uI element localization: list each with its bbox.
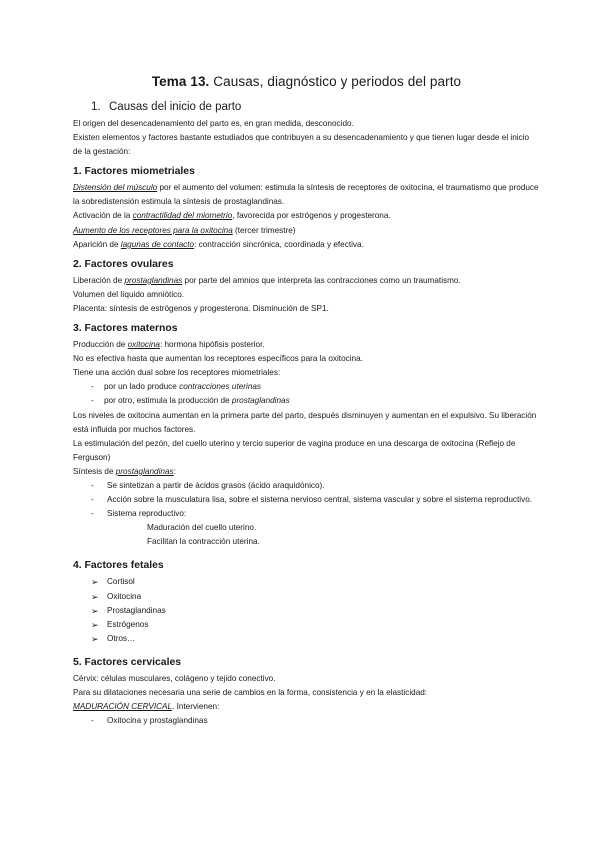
line-text: , favorecida por estrógenos y progesterona. [232,211,391,221]
line-text: Se sintetizan a partir de ácidos grasos (ácido araquidónico). [107,480,325,490]
miometriales-line-4 [73,238,540,252]
miometriales-line-1 [73,181,540,209]
arrow-bullet-icon: ➢ [91,633,99,644]
dash-marker: - [91,716,94,726]
line-text: : [173,466,176,476]
maternos-line-5: La estimulación del pezón, del cuello uterino y tercio superior de vagina produce en una descarga de oxitocina (Reflejo de Ferguson) [73,438,516,462]
section-title-fetales: 4. Factores fetales [73,560,164,572]
underlined-term: contractilidad del miometrio [132,211,233,221]
intro-paragraph-2: Existen elementos y factores bastante estudiados que contribuyen a su desencadenamiento y que tienen lugar desde el inicio de la gestación: [73,133,530,157]
page-title [73,74,540,89]
arrow-bullet-icon: ➢ [91,605,99,616]
ovulares-line-3: Placenta: síntesis de estrógenos y progesterona. Disminución de SP1. [73,303,329,313]
intro-paragraph-1: El origen del desencadenamiento del parto es, en gran medida, desconocido. [73,119,354,128]
prostaglandin-synthesis-list [73,479,540,521]
line-text: (tercer trimestre) [232,225,296,235]
dash-marker: - [91,396,94,406]
heading-number: 1. [91,101,101,113]
arrow-bullet-icon: ➢ [91,577,99,588]
section-title-miometriales: 1. Factores miometriales [73,166,195,178]
maternos-line-2: No es efectiva hasta que aumentan los receptores específicos para la oxitocina. [73,354,363,364]
list-item [73,632,540,646]
dash-marker: - [91,509,94,519]
section-heading-causas [91,101,540,113]
dual-action-list [73,380,540,408]
section-title-cervicales: 5. Factores cervicales [73,656,182,668]
miometriales-line-3 [73,224,540,238]
list-item [73,507,540,521]
section-title-ovulares: 2. Factores ovulares [73,258,174,270]
underlined-term: oxitocina [127,340,160,350]
dash-marker: - [91,495,94,505]
underlined-term: prostaglandinas [115,466,174,476]
line-text: Estrógenos [107,619,149,629]
line-text: por un lado produce [104,382,180,392]
ovulares-line-1 [73,274,540,288]
line-text: . Intervienen: [172,702,220,712]
line-text: Oxitocina y prostaglandinas [107,716,208,726]
arrow-bullet-icon: ➢ [91,619,99,630]
underlined-term: Aumento de los receptores para la oxitocina [73,225,233,235]
title-rest: Causas, diagnóstico y periodos del parto [209,74,462,89]
repro-subitem-1: Maduración del cuello uterino. [147,523,257,533]
underlined-term: prostaglandinas [124,275,183,285]
line-text: Acción sobre la musculatura lisa, sobre el sistema nervioso central, sistema vascular y sobre el sistema reproductivo. [107,495,533,505]
line-text: Liberación de [73,275,125,285]
italic-term: contracciones uterinas [179,382,262,392]
dash-marker: - [91,480,94,490]
section-title-maternos: 3. Factores maternos [73,323,178,335]
maternos-line-6 [73,465,540,479]
list-item [73,575,540,589]
list-item [73,618,540,632]
line-text: Sistema reproductivo: [107,509,187,519]
list-item [73,394,540,408]
cervical-factors-list [73,714,540,728]
list-item [73,590,540,604]
maternos-line-4: Los niveles de oxitocina aumentan en la primera parte del parto, después disminuyen y aumentan en el expulsivo. Su liberación está influida por muchos factores. [73,410,537,434]
maternos-line-1 [73,338,540,352]
maternos-line-3: Tiene una acción dual sobre los receptores miometriales: [73,368,281,378]
line-text: por parte del amnios que interpreta las contracciones como un traumatismo. [182,275,461,285]
line-text: Prostaglandinas [107,605,166,615]
line-text: Aparición de [73,239,121,249]
line-text: por el aumento del volumen: estimula la síntesis de receptores de oxitocina, el traumatismo que produce la sobredistensión estimula la síntesis de prostaglandinas. [73,183,539,207]
list-item [73,479,540,493]
italic-term: prostaglandinas [231,396,290,406]
underlined-term: Distensión del músculo [73,183,158,193]
line-text: Otros… [107,633,136,643]
repro-subitem-2: Facilitan la contracción uterina. [147,537,260,547]
list-item [73,604,540,618]
title-bold: Tema 13. [151,74,210,89]
cervicales-line-1: Cérvix: células musculares, colágeno y tejido conectivo. [73,673,276,683]
list-item [73,493,540,507]
underlined-term: MADURACIÓN CERVICAL [73,702,173,712]
miometriales-line-2 [73,209,540,223]
line-text: Cortisol [107,577,135,587]
line-text: Activación de la [73,211,133,221]
underlined-term: lagunas de contacto [120,239,195,249]
line-text: : contracción sincrónica, coordinada y efectiva. [194,239,364,249]
dash-marker: - [91,382,94,392]
line-text: Oxitocina [107,591,142,601]
line-text: por otro, estimula la producción de [104,396,232,406]
fetal-factors-list [73,575,540,645]
cervicales-line-2: Para su dilataciones necesaria una serie de cambios en la forma, consistencia y en la elasticidad: [73,688,428,697]
list-item [73,380,540,394]
heading-text: Causas del inicio de parto [109,101,242,113]
line-text: Producción de [73,340,128,350]
line-text: : hormona hipófisis posterior. [159,340,265,350]
line-text: Síntesis de [73,466,116,476]
cervicales-line-3 [73,700,540,714]
list-item [73,714,540,728]
ovulares-line-2: Volumen del líquido amniótico. [73,289,185,299]
arrow-bullet-icon: ➢ [91,591,99,602]
